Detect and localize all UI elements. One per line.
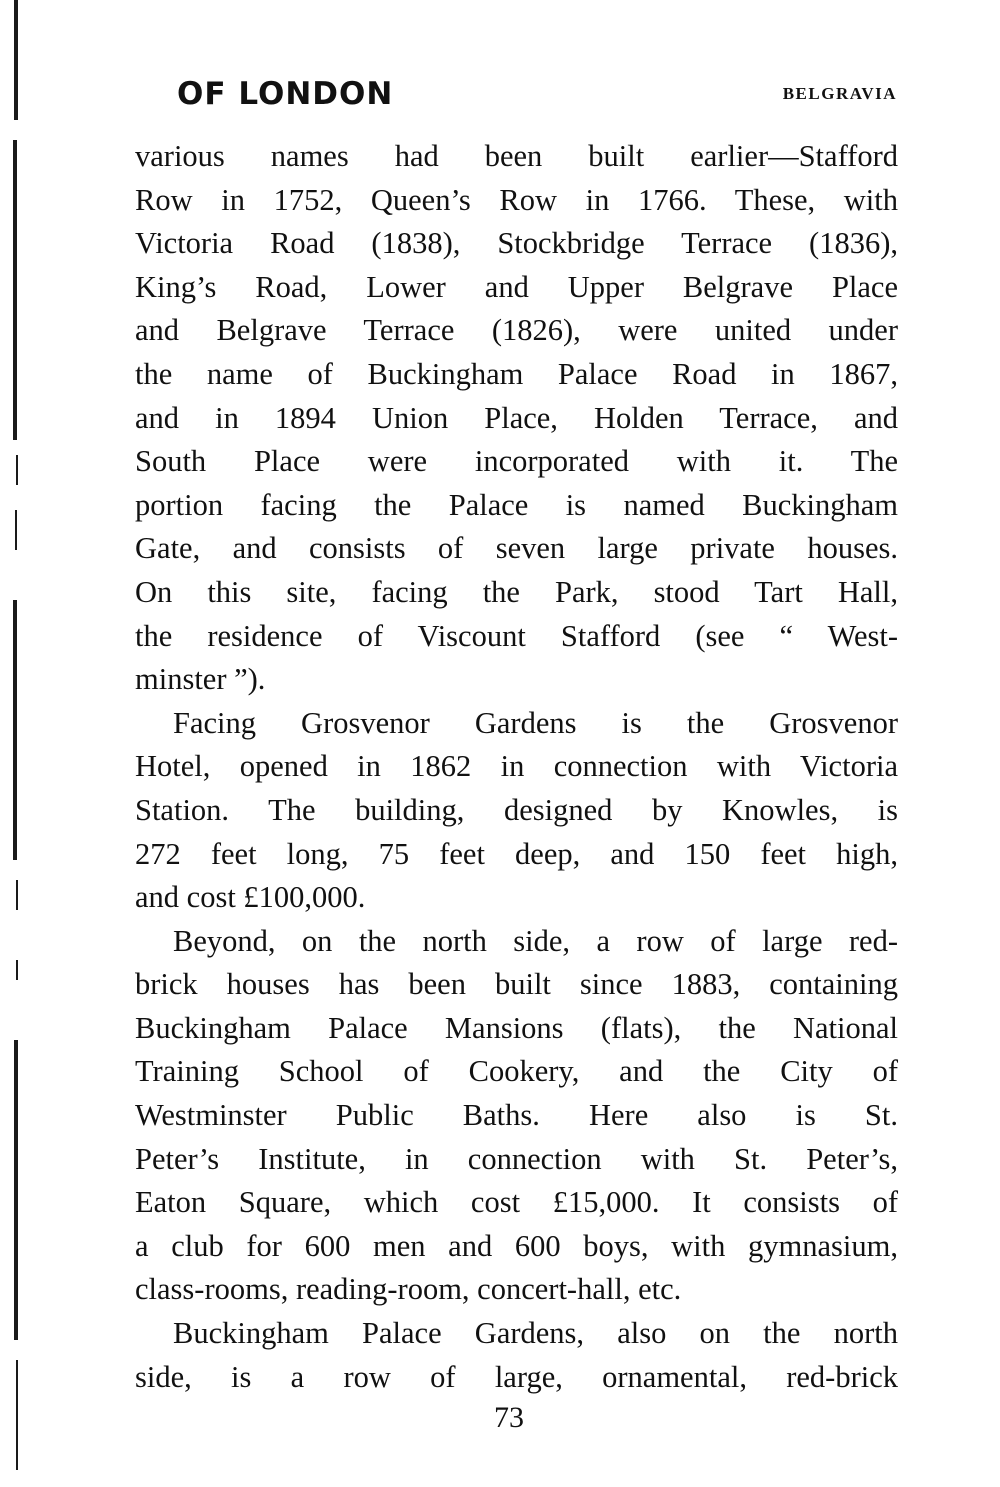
page-number: 73 [494, 1401, 524, 1434]
text-line: Westminster Public Baths. Here also is St. [135, 1098, 898, 1133]
text-line: portion facing the Palace is named Buckingham [135, 487, 898, 522]
text-line: brick houses has been built since 1883, containing [135, 967, 898, 1002]
text-line: Hotel, opened in 1862 in connection with Victoria [135, 749, 898, 784]
text-line: the name of Buckingham Palace Road in 1867, [135, 356, 898, 391]
text-line: Peter’s Institute, in connection with St. Peter’s, [135, 1141, 898, 1176]
text-line: Victoria Road (1838), Stockbridge Terrace (1836), [135, 226, 898, 261]
text-line: 272 feet long, 75 feet deep, and 150 feet high, [135, 836, 898, 871]
text-line: On this site, facing the Park, stood Tart Hall, [135, 574, 898, 609]
text-line: side, is a row of large, ornamental, red-brick [135, 1359, 898, 1394]
text-line: Buckingham Palace Gardens, also on the north [173, 1316, 898, 1351]
text-line: minster ”). [135, 662, 266, 697]
text-line: South Place were incorporated with it. The [135, 444, 898, 479]
text-line: the residence of Viscount Stafford (see “ West- [135, 618, 898, 653]
text-line: a club for 600 men and 600 boys, with gymnasium, [135, 1228, 898, 1263]
text-line: Beyond, on the north side, a row of large red- [173, 923, 898, 958]
section-title: BELGRAVIA [782, 84, 897, 103]
text-line: Facing Grosvenor Gardens is the Grosvenor [173, 705, 898, 740]
running-title: OF LONDON [177, 76, 394, 112]
text-line: and cost £100,000. [135, 880, 366, 915]
text-line: Buckingham Palace Mansions (flats), the National [135, 1010, 898, 1045]
text-line: class-rooms, reading-room, concert-hall, etc. [135, 1272, 682, 1307]
text-line: Training School of Cookery, and the City of [135, 1054, 898, 1089]
body-text [135, 135, 898, 1399]
binding-edge-shadow [4, 0, 28, 1487]
text-line: and Belgrave Terrace (1826), were united under [135, 313, 898, 348]
text-line: Eaton Square, which cost £15,000. It consists of [135, 1185, 898, 1220]
text-line: and in 1894 Union Place, Holden Terrace, and [135, 400, 898, 435]
text-line: Station. The building, designed by Knowles, is [135, 792, 898, 827]
text-line: various names had been built earlier—Stafford [135, 139, 898, 173]
text-line: Gate, and consists of seven large private houses. [135, 531, 898, 566]
text-line: King’s Road, Lower and Upper Belgrave Place [135, 269, 898, 304]
page-header [137, 72, 899, 116]
text-line: Row in 1752, Queen’s Row in 1766. These, with [135, 182, 898, 217]
